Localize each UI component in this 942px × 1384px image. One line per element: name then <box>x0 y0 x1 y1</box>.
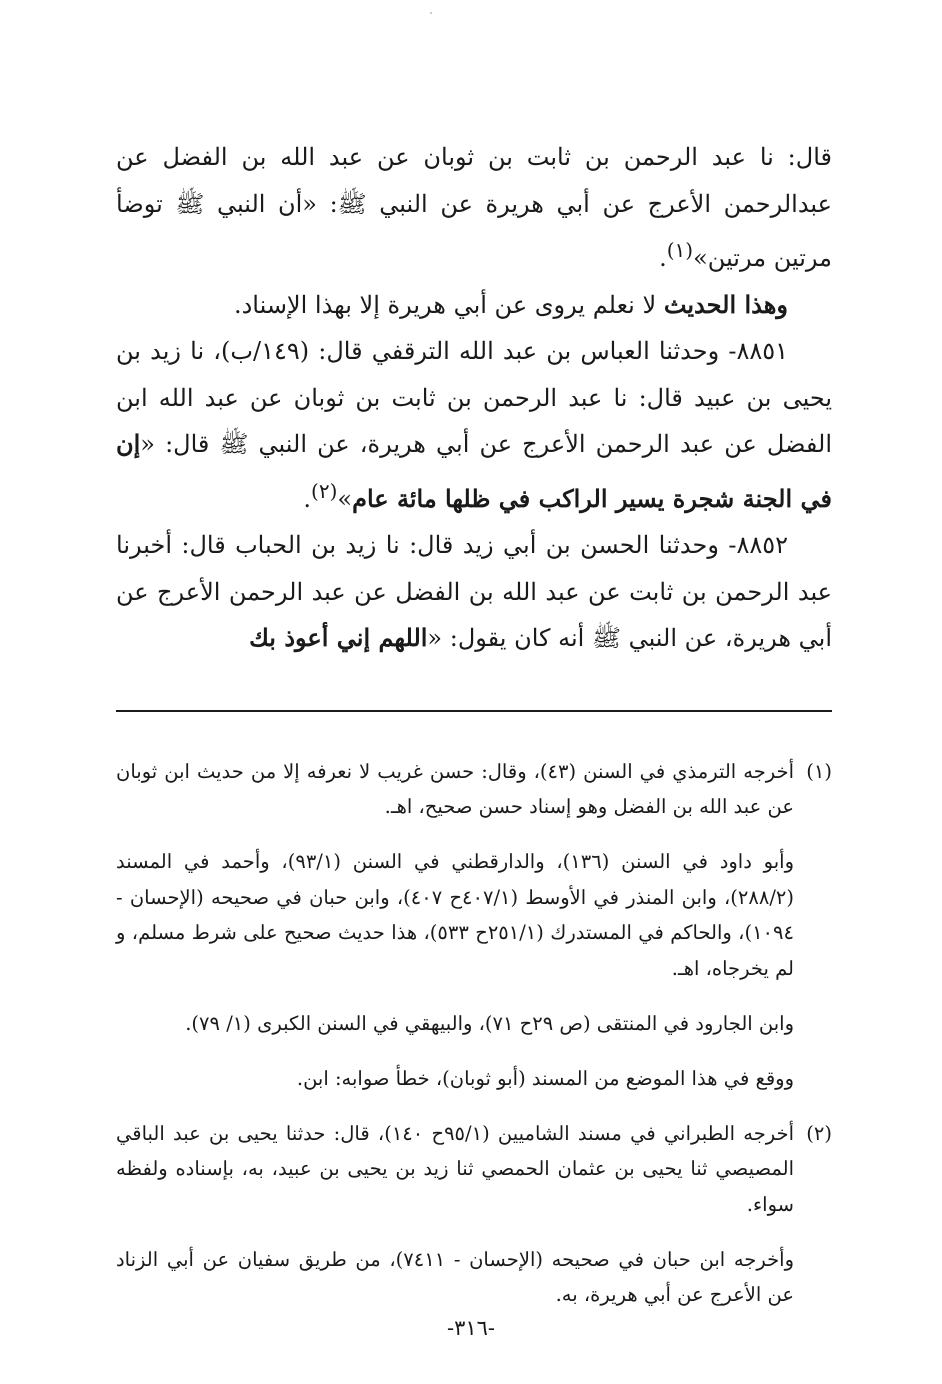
hadith-8851-matn: إن في الجنة شجرة يسير الراكب في ظلها مائة عام <box>116 429 832 513</box>
footnote-2-line: وأخرجه ابن حبان في صحيحه (الإحسان - ٧٤١١)، من طريق سفيان عن أبي الزناد عن الأعرج عن أبي هريرة، به. <box>116 1247 795 1306</box>
scan-speck <box>430 12 432 14</box>
footnote-ref-2[interactable]: (٢) <box>311 478 338 503</box>
paragraph-hadith-8850-end: قال: نا عبد الرحمن بن ثابت بن ثوبان عن عبد الله بن الفضل عن عبدالرحمن الأعرج عن أبي هريرة عن النبي ﷺ: «أن النبي ﷺ توضأ مرتين مرتين»$^{(١)}$. <box>116 143 832 272</box>
footnote-1-line: ووقع في هذا الموضع من المسند (أبو ثوبان)، خطأ صوابه: ابن. <box>296 1066 794 1090</box>
footnotes <box>116 734 832 1332</box>
paragraph-hadith-8851: ٨٨٥١- وحدثنا العباس بن عبد الله الترقفي قال: (١٤٩/ب)، نا زيد بن يحيى بن عبيد قال: نا عبد الرحمن بن ثابت بن ثوبان عن عبد الله ابن الفضل عن عبد الرحمن الأعرج عن أبي هريرة، عن النبي ﷺ قال: «إن في الجنة شجرة يسير الراكب في ظلها مائة عام»$^{(٢)}$. <box>116 337 832 513</box>
footnote-1-line: وابن الجارود في المنتقى (ص ٢٩ح ٧١)، والبيهقي في السنن الكبرى (١/ ٧٩). <box>185 1011 794 1035</box>
paragraph-commentary: وهذا الحديث لا نعلم يروى عن أبي هريرة إلا بهذا الإسناد. <box>233 289 788 319</box>
footnote-2 <box>116 1116 832 1313</box>
footnote-1 <box>116 754 832 1097</box>
main-text <box>116 134 832 662</box>
paragraph-hadith-8852: ٨٨٥٢- وحدثنا الحسن بن أبي زيد قال: نا زيد بن الحباب قال: أخبرنا عبد الرحمن بن ثابت عن عبد الله بن الفضل عن عبد الرحمن الأعرج عن أبي هريرة، عن النبي ﷺ أنه كان يقول: «اللهم إني أعوذ بك <box>116 531 833 652</box>
hadith-8852-matn: اللهم إني أعوذ بك <box>249 623 428 652</box>
footnote-1-line: وأبو داود في السنن (١٣٦)، والدارقطني في السنن (٩٣/١)، وأحمد في المسند (٢٨٨/٢)، وابن المنذر في الأوسط (٤٠٧/١ح ٤٠٧)، وابن حبان في صحيحه (الإحسان - ١٠٩٤)، والحاكم في المستدرك (٢٥١/١ح ٥٣٣)، هذا حديث صحيح على شرط مسلم، و لم يخرجاه، اهـ. <box>116 850 794 980</box>
page-number: -٣١٦- <box>446 1316 496 1340</box>
commentary-lead: وهذا الحديث <box>663 289 788 319</box>
footnote-ref-1[interactable]: (١) <box>666 238 694 262</box>
footnote-2-number: (٢) <box>806 1121 832 1145</box>
footnote-2-line: أخرجه الطبراني في مسند الشاميين (٩٥/١ح ١٤٠)، قال: حدثنا يحيى بن عبد الباقي المصيصي ثنا يحيى بن عثمان الحمصي ثنا زيد بن يحيى بن عبيد، به، بإسناده ولفظه سواء. <box>116 1121 794 1216</box>
footnote-1-number: (١) <box>806 759 832 783</box>
footnote-separator <box>116 710 832 712</box>
footnote-1-line: أخرجه الترمذي في السنن (٤٣)، وقال: حسن غريب لا نعرفه إلا من حديث ابن ثوبان عن عبد الله بن الفضل وهو إسناد حسن صحيح، اهـ. <box>116 759 794 818</box>
